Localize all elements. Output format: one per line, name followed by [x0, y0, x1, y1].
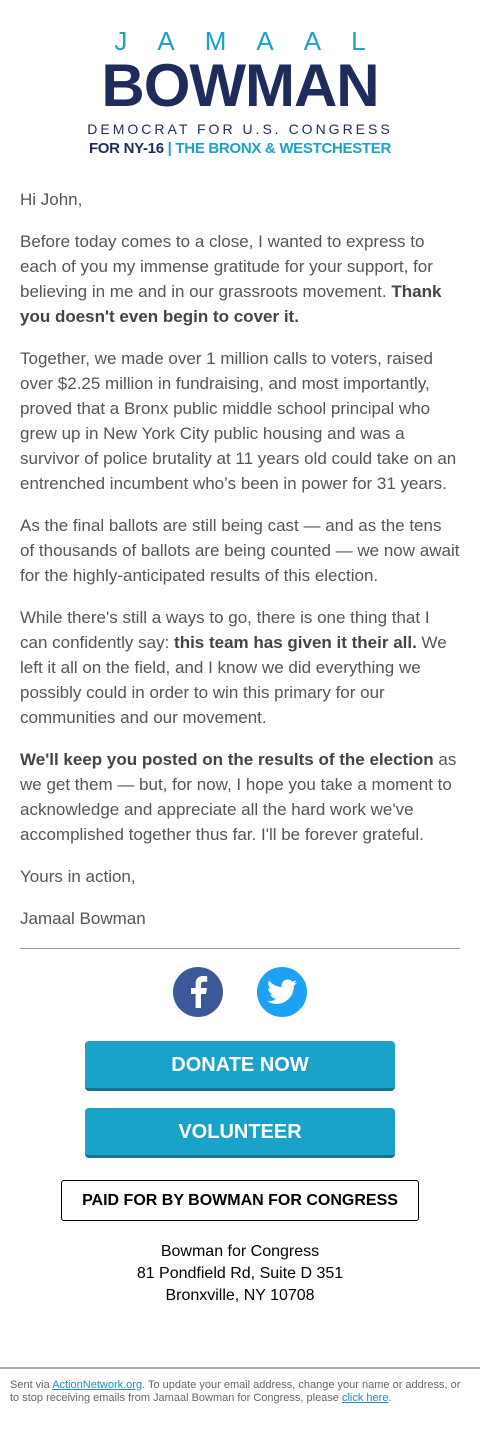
footer-sent-via: Sent via	[10, 1379, 53, 1391]
paragraph-4	[20, 605, 460, 730]
paragraph-4-bold: this team has given it their all.	[174, 633, 417, 652]
paragraph-5-post: as we get them — but, for now, I hope you take a moment to acknowledge and appreciate all the hard work we've accomplished together thus far. I'll be forever grateful.	[20, 750, 457, 844]
twitter-icon[interactable]	[257, 967, 307, 1017]
letter-body	[20, 187, 460, 948]
social-links	[0, 967, 480, 1017]
greeting: Hi John,	[20, 190, 83, 209]
volunteer-button[interactable]: VOLUNTEER	[85, 1108, 395, 1158]
address-line-3: Bronxville, NY 10708	[165, 1287, 315, 1304]
closing: Yours in action,	[20, 867, 136, 886]
paid-for-disclaimer: PAID FOR BY BOWMAN FOR CONGRESS	[61, 1180, 419, 1221]
address-line-2: 81 Pondfield Rd, Suite D 351	[136, 1265, 344, 1282]
divider	[20, 948, 460, 949]
paragraph-3: As the final ballots are still being cast — and as the tens of thousands of ballots are being counted — we now await for the highly-anticipated results of this election.	[20, 516, 460, 585]
actionnetwork-link[interactable]: ActionNetwork.org	[52, 1379, 143, 1391]
logo-first-name: JAMAAL	[114, 26, 396, 56]
paragraph-2: Together, we made over 1 million calls to voters, raised over $2.25 million in fundraising, and most importantly, proved that a Bronx public middle school principal who grew up in New York City public housing and was a survivor of police brutality at 11 years old could take on an entrenched incumbent who’s been in power for 31 years.	[20, 349, 457, 493]
unsubscribe-link[interactable]: click here	[341, 1392, 389, 1404]
facebook-icon[interactable]	[173, 967, 223, 1017]
paragraph-1-bold: Thank you doesn't even begin to cover it.	[20, 282, 442, 326]
logo-separator: |	[167, 140, 172, 157]
mailing-address	[0, 1241, 480, 1307]
paragraph-4-post: We left it all on the field, and I know we did everything we possibly could in order to win this primary for our communities and our movement.	[20, 633, 447, 727]
paragraph-1-text: Before today comes to a close, I wanted to express to each of you my immense gratitude for your support, for believing in me and in our grassroots movement.	[20, 232, 433, 301]
footer-notice	[10, 1379, 470, 1405]
logo-region: THE BRONX & WESTCHESTER	[175, 140, 392, 157]
logo-last-name: BOWMAN	[101, 52, 379, 119]
logo-district-label: FOR NY-16	[88, 140, 164, 157]
paragraph-4-pre: While there's still a ways to go, there is one thing that I can confidently say:	[20, 608, 430, 652]
paragraph-1	[20, 229, 460, 329]
campaign-logo	[0, 28, 480, 158]
footer-divider	[0, 1367, 480, 1369]
donate-now-button[interactable]: DONATE NOW	[85, 1041, 395, 1091]
footer-end: .	[388, 1392, 392, 1404]
paragraph-5-bold: We'll keep you posted on the results of the election	[20, 750, 434, 769]
signature: Jamaal Bowman	[20, 909, 146, 928]
paragraph-5	[20, 747, 460, 847]
logo-subtitle: DEMOCRAT FOR U.S. CONGRESS	[87, 121, 393, 137]
footer-text: . To update your email address, change your name or address, or to stop receiving emails from Jamaal Bowman for Congress, please	[10, 1379, 461, 1404]
address-line-1: Bowman for Congress	[160, 1243, 320, 1260]
logo-district	[0, 140, 480, 158]
